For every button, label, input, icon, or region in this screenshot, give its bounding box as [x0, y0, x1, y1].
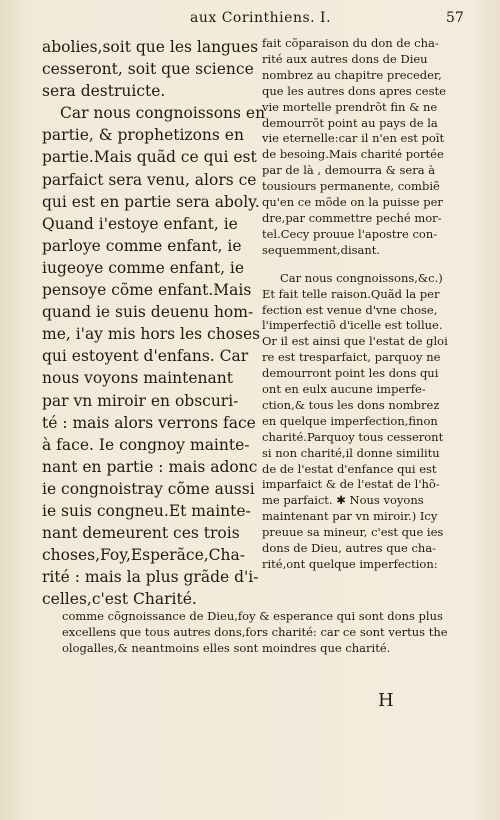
- commentary-line: si non charité,il donne similitu: [262, 445, 440, 460]
- text-line: té : mais alors verrons face: [42, 413, 256, 432]
- text-line: Car nous congnoissons en: [60, 104, 266, 123]
- text-line: partie.Mais quãd ce qui est: [42, 148, 257, 167]
- text-line: ie congnoistray cõme aussi: [42, 479, 255, 498]
- text-line: celles,c'est Charité.: [42, 590, 197, 609]
- commentary-line: Or il est ainsi que l'estat de gloi: [262, 334, 448, 349]
- text-line: qui est en partie sera aboly.: [42, 192, 260, 211]
- commentary-line: dre,par commettre peché mor-: [262, 210, 442, 225]
- commentary-line: fection est venue d'vne chose,: [262, 302, 438, 317]
- text-line: Quand i'estoye enfant, ie: [42, 214, 238, 233]
- commentary-line: par de là , demourra & sera à: [262, 163, 436, 178]
- text-line: rité : mais la plus grãde d'i-: [42, 568, 259, 587]
- commentary-line: Car nous congnoissons,&c.): [280, 270, 443, 285]
- commentary-line: ont en eulx aucune imperfe-: [262, 382, 426, 397]
- commentary-line: en quelque imperfection,finon: [262, 413, 438, 428]
- text-line: par vn miroir en obscuri-: [42, 391, 239, 410]
- running-head: aux Corinthiens. I.: [190, 10, 332, 26]
- commentary-line: nombrez au chapitre preceder,: [262, 67, 442, 82]
- commentary-line: preuue sa mineur, c'est que ies: [262, 525, 444, 540]
- text-line: quand ie suis deuenu hom-: [42, 303, 254, 322]
- commentary-line: charité.Parquoy tous cesseront: [262, 429, 444, 444]
- text-line: nant en partie : mais adonc: [42, 457, 258, 476]
- commentary-line: demourront point les dons qui: [262, 366, 439, 381]
- commentary-line: me parfaict. ✱ Nous voyons: [262, 493, 424, 508]
- commentary-line: tel.Cecy prouue l'apostre con-: [262, 226, 438, 241]
- text-line: cesseront, soit que science: [42, 60, 254, 79]
- text-line: parloye comme enfant, ie: [42, 236, 242, 255]
- text-line: choses,Foy,Esperãce,Cha-: [42, 546, 245, 565]
- commentary-line: ologalles,& neantmoins elles sont moindres que charité.: [62, 641, 391, 655]
- commentary-line: rité,ont quelque imperfection:: [262, 557, 438, 571]
- scripture-column: [42, 36, 266, 610]
- commentary-line: rité aux autres dons de Dieu: [262, 51, 428, 66]
- text-line: partie, & prophetizons en: [42, 126, 244, 145]
- page-number: 57: [446, 10, 464, 26]
- text-line: qui estoyent d'enfans. Car: [42, 347, 249, 366]
- text-line: nous voyons maintenant: [42, 369, 233, 388]
- commentary-line: Et fait telle raison.Quãd la per: [262, 286, 440, 301]
- commentary-line: imparfaict & de l'estat de l'hõ-: [262, 477, 440, 492]
- text-line: iugeoye comme enfant, ie: [42, 258, 245, 277]
- commentary-line: demourrõt point au pays de la: [262, 115, 438, 130]
- commentary-line: fait cõparaison du don de cha-: [262, 36, 439, 50]
- commentary-line: maintenant par vn miroir.) Icy: [262, 509, 438, 524]
- text-line: nant demeurent ces trois: [42, 524, 240, 543]
- text-line: parfaict sera venu, alors ce: [42, 170, 257, 189]
- commentary-line: comme cõgnoissance de Dieu,foy & esperance qui sont dons plus: [62, 609, 443, 623]
- commentary-line: sequemment,disant.: [262, 242, 381, 257]
- commentary-line: vie mortelle prendrõt fin & ne: [262, 99, 438, 114]
- text-line: sera destruicte.: [42, 82, 166, 101]
- text-line: ie suis congneu.Et mainte-: [42, 501, 251, 520]
- text-line: me, i'ay mis hors les choses: [42, 325, 261, 344]
- commentary-line: qu'en ce mõde on la puisse per: [262, 195, 443, 210]
- commentary-line: vie eternelle:car il n'en est poĩt: [262, 131, 445, 146]
- commentary-line: re est tresparfaict, parquoy ne: [262, 350, 441, 365]
- text-line: à face. Ie congnoy mainte-: [42, 435, 250, 454]
- commentary-line: de besoing.Mais charité portée: [262, 147, 444, 162]
- paragraph-gap: [262, 259, 470, 271]
- commentary-line: que les autres dons apres ceste: [262, 83, 446, 98]
- commentary-line: ction,& tous les dons nombrez: [262, 397, 440, 412]
- commentary-line: dons de Dieu, autres que cha-: [262, 541, 437, 556]
- page-header: [0, 8, 500, 30]
- commentary-line: excellens que tous autres dons,fors charité: car ce sont vertus the: [62, 625, 448, 639]
- signature-mark: H: [378, 690, 394, 711]
- commentary-continuation: [62, 608, 472, 656]
- text-line: pensoye cõme enfant.Mais: [42, 281, 252, 300]
- commentary-line: de de l'estat d'enfance qui est: [262, 461, 437, 476]
- commentary-line: tousiours permanente, combiẽ: [262, 179, 440, 194]
- commentary-line: l'imperfectiõ d'icelle est tollue.: [262, 318, 443, 333]
- commentary-column: [262, 36, 470, 573]
- text-line: abolies,soit que les langues: [42, 38, 259, 56]
